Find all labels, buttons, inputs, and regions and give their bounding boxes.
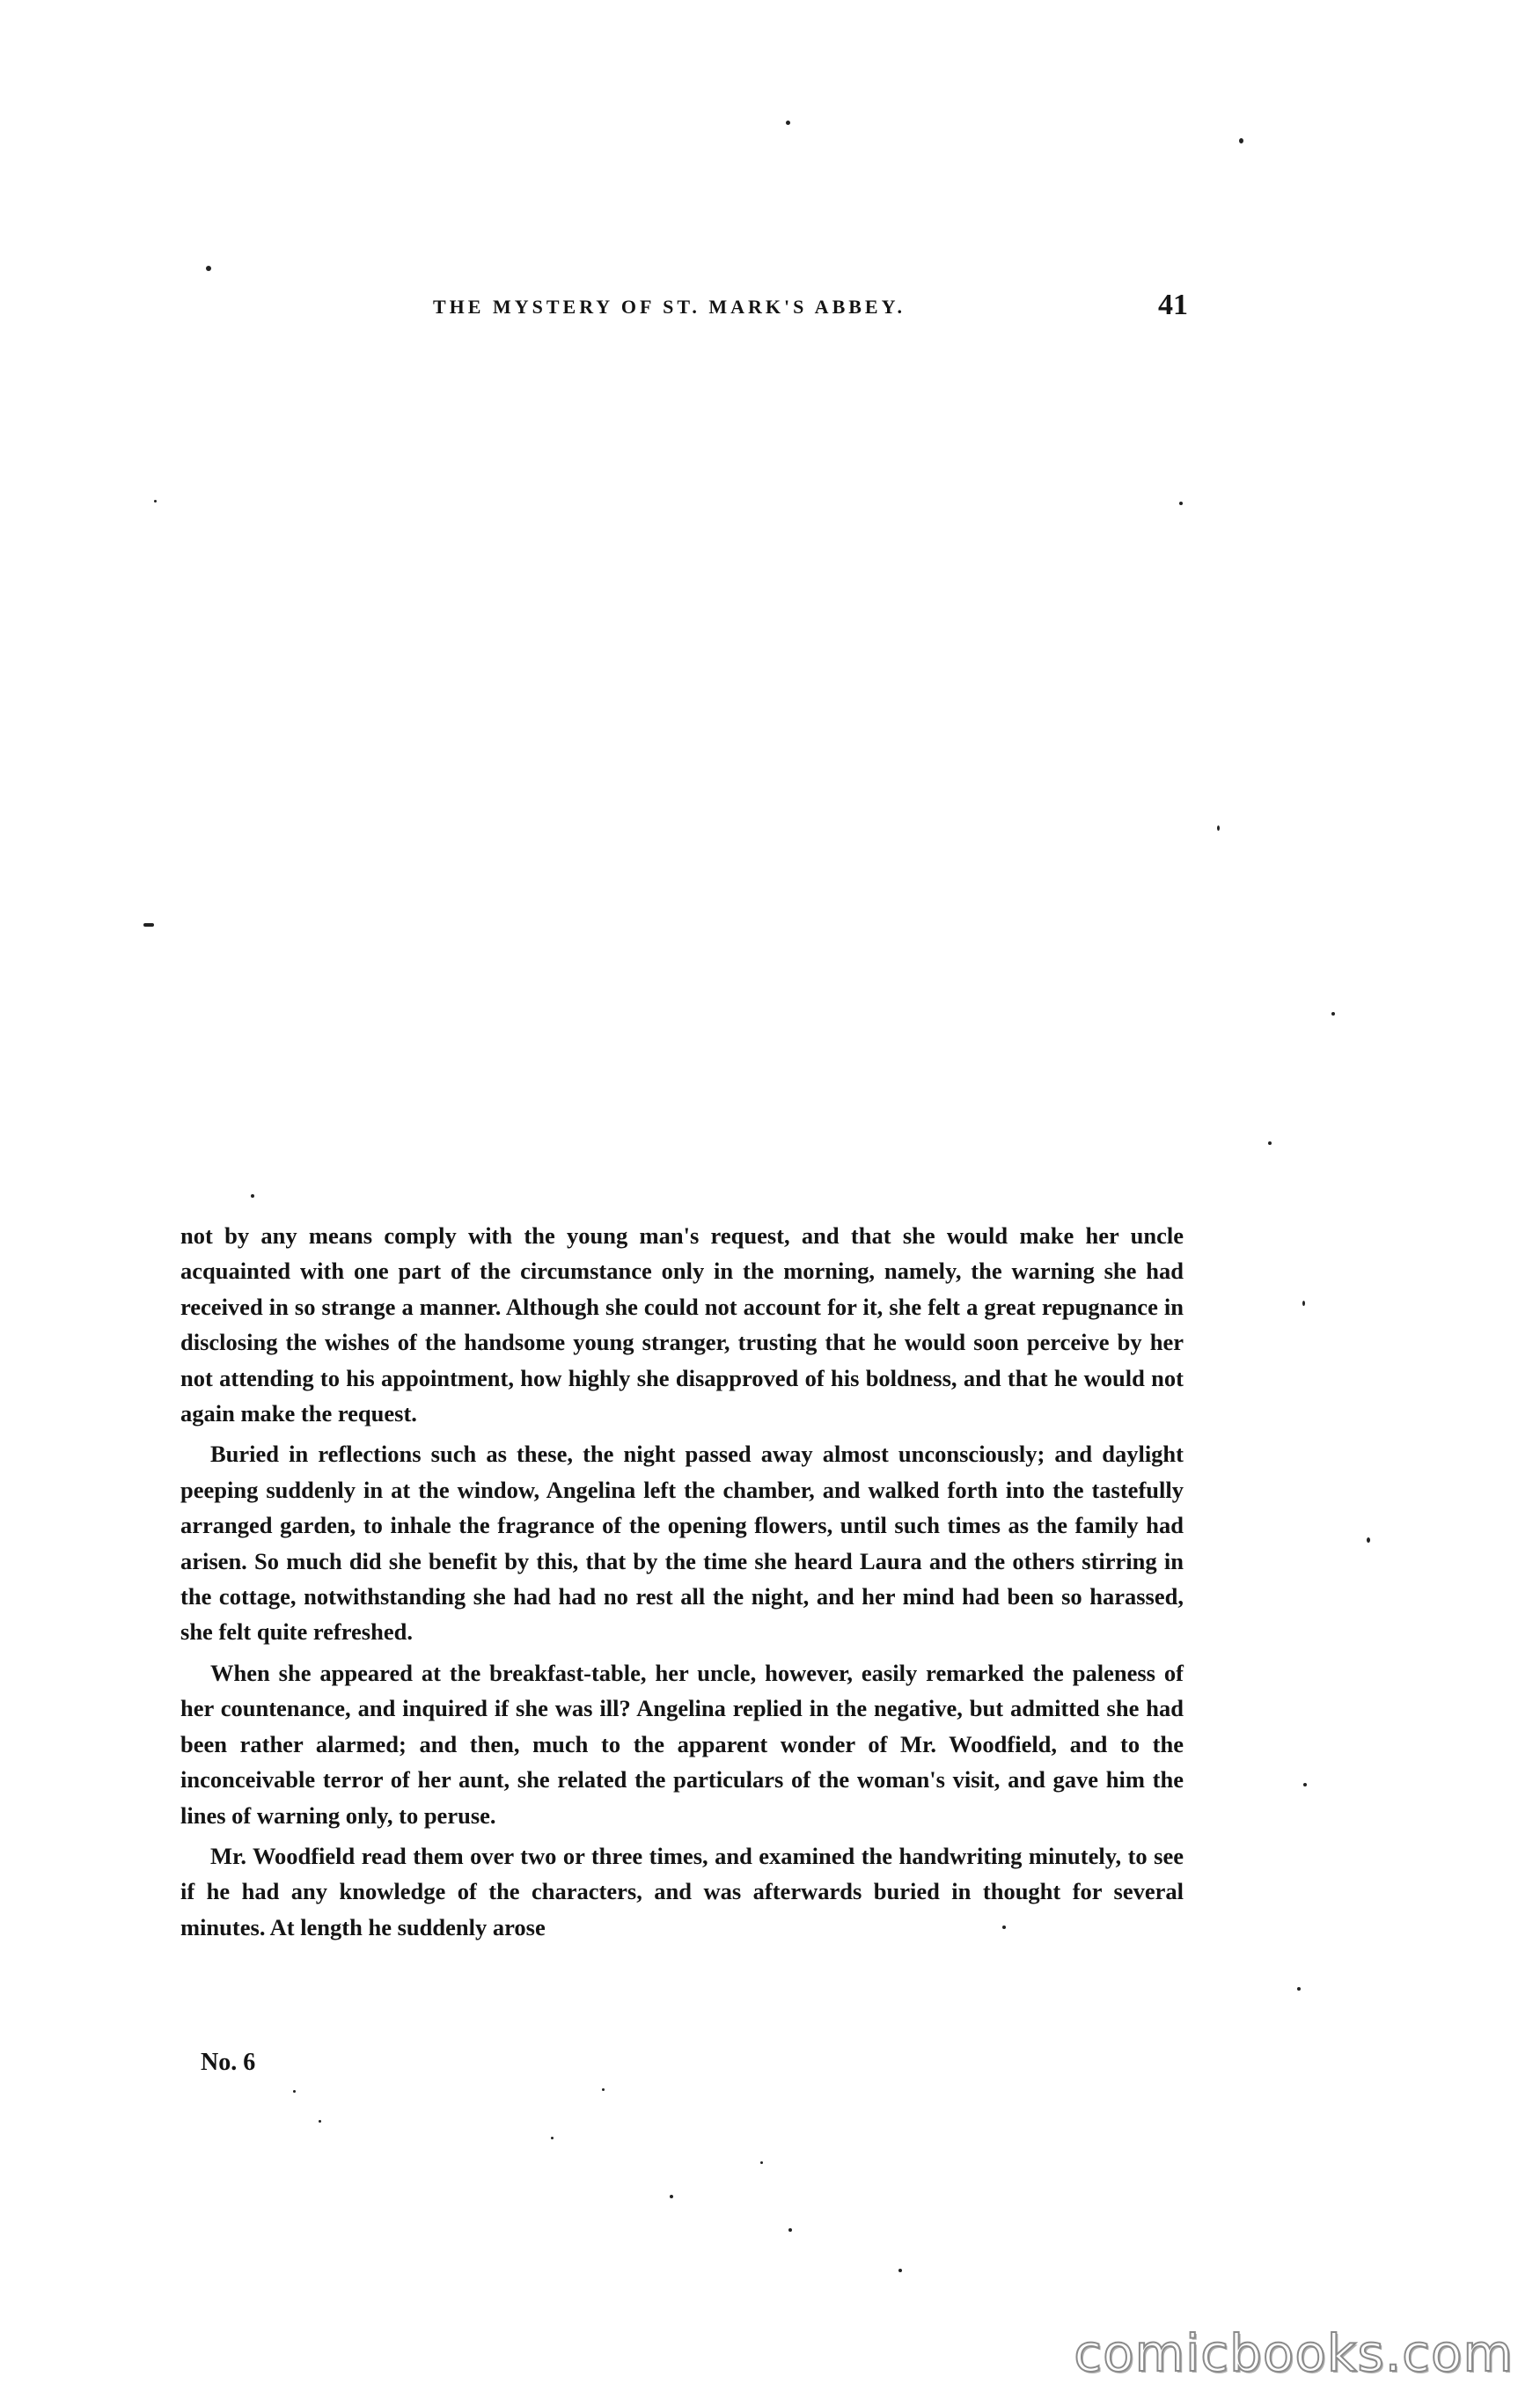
- body-text: [180, 1218, 1184, 1945]
- scan-speck: [206, 266, 211, 271]
- scan-speck: [602, 2088, 605, 2091]
- scan-speck: [1367, 1537, 1370, 1543]
- scan-speck: [1297, 1987, 1301, 1991]
- scan-speck: [1217, 825, 1220, 831]
- site-watermark: comicbooks.com: [1074, 2323, 1514, 2383]
- scan-speck: [788, 2228, 792, 2232]
- scan-speck: [319, 2120, 321, 2123]
- scan-speck: [786, 121, 790, 125]
- scan-speck: [1002, 1926, 1006, 1929]
- scan-speck: [898, 2269, 902, 2272]
- running-title: THE MYSTERY OF ST. MARK'S ABBEY.: [433, 296, 906, 318]
- scan-speck: [251, 1194, 254, 1198]
- scan-speck: [1302, 1301, 1305, 1306]
- running-header: [422, 289, 1197, 333]
- scan-speck: [143, 923, 154, 927]
- scan-speck: [1303, 1783, 1307, 1786]
- signature-mark: No. 6: [201, 2049, 256, 2076]
- scan-speck: [293, 2090, 296, 2093]
- paragraph: Buried in reflections such as these, the night passed away almost unconsciously; and daylight peeping suddenly in at the window, Angelina left the chamber, and walked forth into the tastefully arranged garden, to inhale the fragrance of the opening flowers, until such times as the family had arisen. So much did she benefit by this, that by the time she heard Laura and the others stirring in the cottage, notwithstanding she had had no rest all the night, and her mind had been so harassed, she felt quite refreshed.: [180, 1441, 1184, 1646]
- scan-speck: [1239, 138, 1243, 143]
- scan-speck: [1331, 1012, 1335, 1016]
- scan-speck: [1268, 1141, 1272, 1145]
- scan-speck: [1179, 502, 1183, 505]
- paragraph: When she appeared at the breakfast-table, her uncle, however, easily remarked the paleness of her countenance, and inquired if she was ill? Angelina replied in the negative, but admitted she had been rather alarmed; and then, much to the apparent wonder of Mr. Woodfield, and to the inconceivable terror of her aunt, she related the particulars of the woman's visit, and gave him the lines of warning only, to peruse.: [180, 1659, 1184, 1829]
- scan-speck: [670, 2195, 673, 2198]
- page-number: 41: [1158, 289, 1188, 321]
- scan-speck: [154, 500, 157, 502]
- paragraph-continuation: not by any means comply with the young man's request, and that she would make her uncle acquainted with one part of the circumstance only in the morning, namely, the warning she had received in so strange a manner. Although she could not account for it, she felt a great repugnance in disclosing the wishes of the handsome young stranger, trusting that he would soon perceive by her not attending to his appointment, how highly she disapproved of his boldness, and that he would not again make the request.: [180, 1222, 1184, 1427]
- scan-speck: [551, 2137, 554, 2139]
- paragraph: Mr. Woodfield read them over two or three times, and examined the handwriting minutely, to see if he had any knowledge of the characters, and was afterwards buried in thought for several minutes. At length he suddenly arose: [180, 1842, 1184, 1940]
- scan-speck: [760, 2161, 763, 2164]
